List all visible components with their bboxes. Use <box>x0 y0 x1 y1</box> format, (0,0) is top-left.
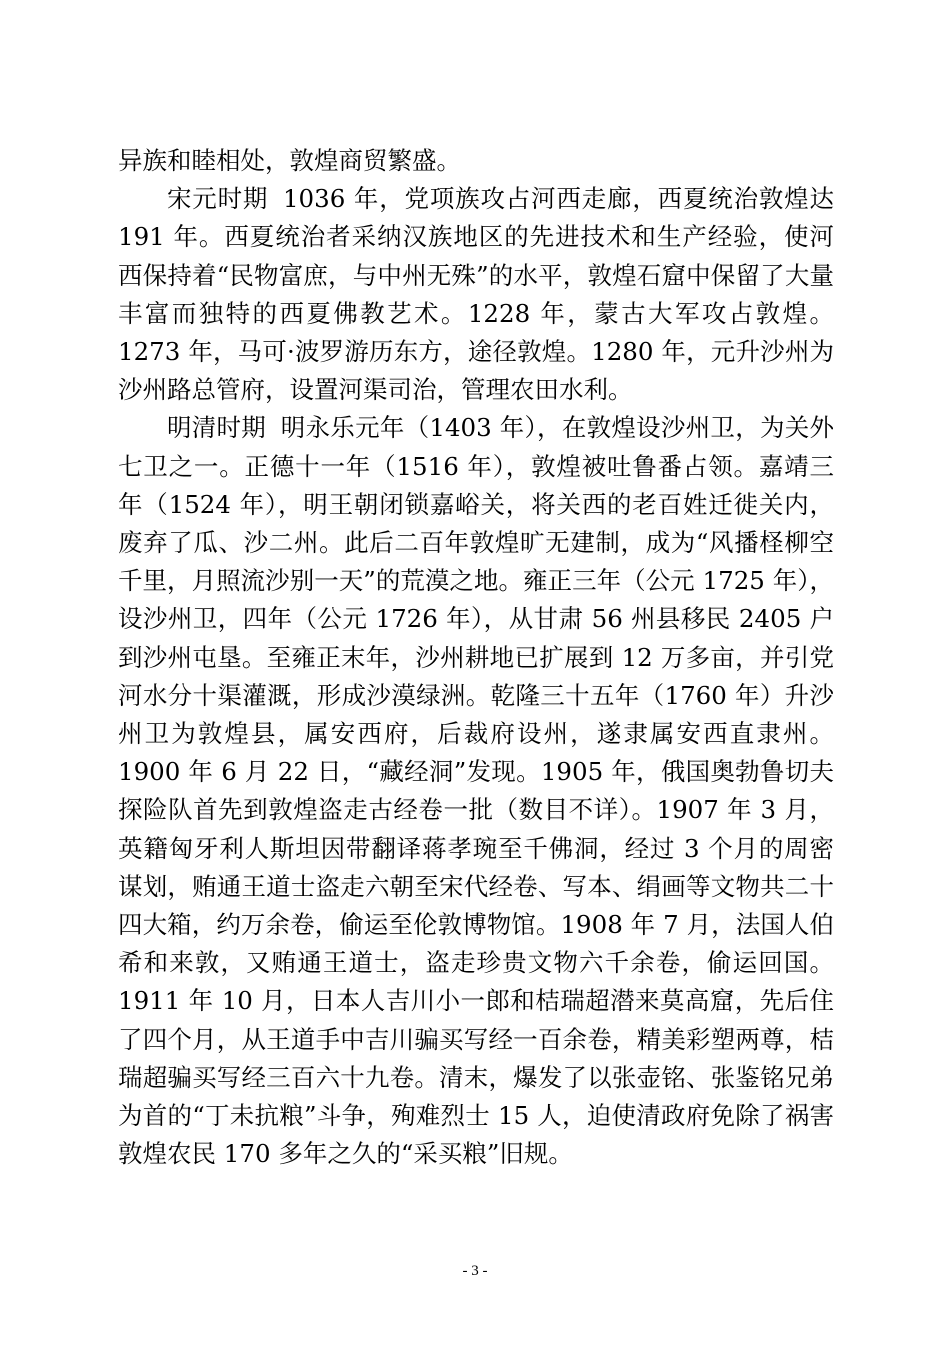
paragraph-text: 明永乐元年（1403 年），在敦煌设沙州卫，为关外七卫之一。正德十一年（1516 年），敦煌被吐鲁番占领。嘉靖三年（1524 年），明王朝闭锁嘉峪关，将关西的老百姓迁徙关内，废弃了瓜、沙二州。此后二百年敦煌旷无建制，成为“风播柽柳空千里，月照流沙别一天”的荒漠之地。雍正三年（公元 1725 年），设沙州卫，四年（公元 1726 年），从甘肃 56 州县移民 2405 户到沙州屯垦。至雍正末年，沙州耕地已扩展到 12 万多亩，并引党河水分十渠灌溉，形成沙漠绿洲。乾隆三十五年（1760 年）升沙州卫为敦煌县，属安西府，后裁府设州，遂隶属安西直隶州。1900 年 6 月 22 日，“藏经洞”发现。1905 年，俄国奥勃鲁切夫探险队首先到敦煌盗走古经卷一批（数目不详）。1907 年 3 月，英籍匈牙利人斯坦因带翻译蒋孝琬至千佛洞，经过 3 个月的周密谋划，贿通王道士盗走六朝至宋代经卷、写本、绢画等文物共二十四大箱，约万余卷，偷运至伦敦博物馆。1908 年 7 月，法国人伯希和来敦，又贿通王道士，盗走珍贵文物六千余卷，偷运回国。1911 年 10 月，日本人吉川小一郎和桔瑞超潜来莫高窟，先后住了四个月，从王道手中吉川骗买写经一百余卷，精美彩塑两尊，桔瑞超骗买写经三百六十九卷。清末，爆发了以张壶铭、张鉴铭兄弟为首的“丁未抗粮”斗争，殉难烈士 15 人，迫使清政府免除了祸害敦煌农民 170 多年之久的“采买粮”旧规。 <box>118 413 835 1169</box>
page-number: - 3 - <box>462 1263 488 1279</box>
document-body <box>118 142 834 1173</box>
paragraph-song-yuan-period <box>118 180 834 409</box>
paragraph-text: 异族和睦相处，敦煌商贸繁盛。 <box>118 146 461 175</box>
paragraph-text: 1036 年，党项族攻占河西走廊，西夏统治敦煌达 191 年。西夏统治者采纳汉族地区的先进技术和生产经验，使河西保持着“民物富庶，与中州无殊”的水平，敦煌石窟中保留了大量丰富而独特的西夏佛教艺术。1228 年，蒙古大军攻占敦煌。1273 年，马可·波罗游历东方，途径敦煌。1280 年，元升沙州为沙州路总管府，设置河渠司治，管理农田水利。 <box>118 184 834 405</box>
paragraph-ming-qing-period <box>118 409 834 1173</box>
section-heading-ming-qing: 明清时期 <box>167 413 267 443</box>
paragraph-continuation <box>118 142 834 180</box>
section-heading-song-yuan: 宋元时期 <box>167 184 269 214</box>
